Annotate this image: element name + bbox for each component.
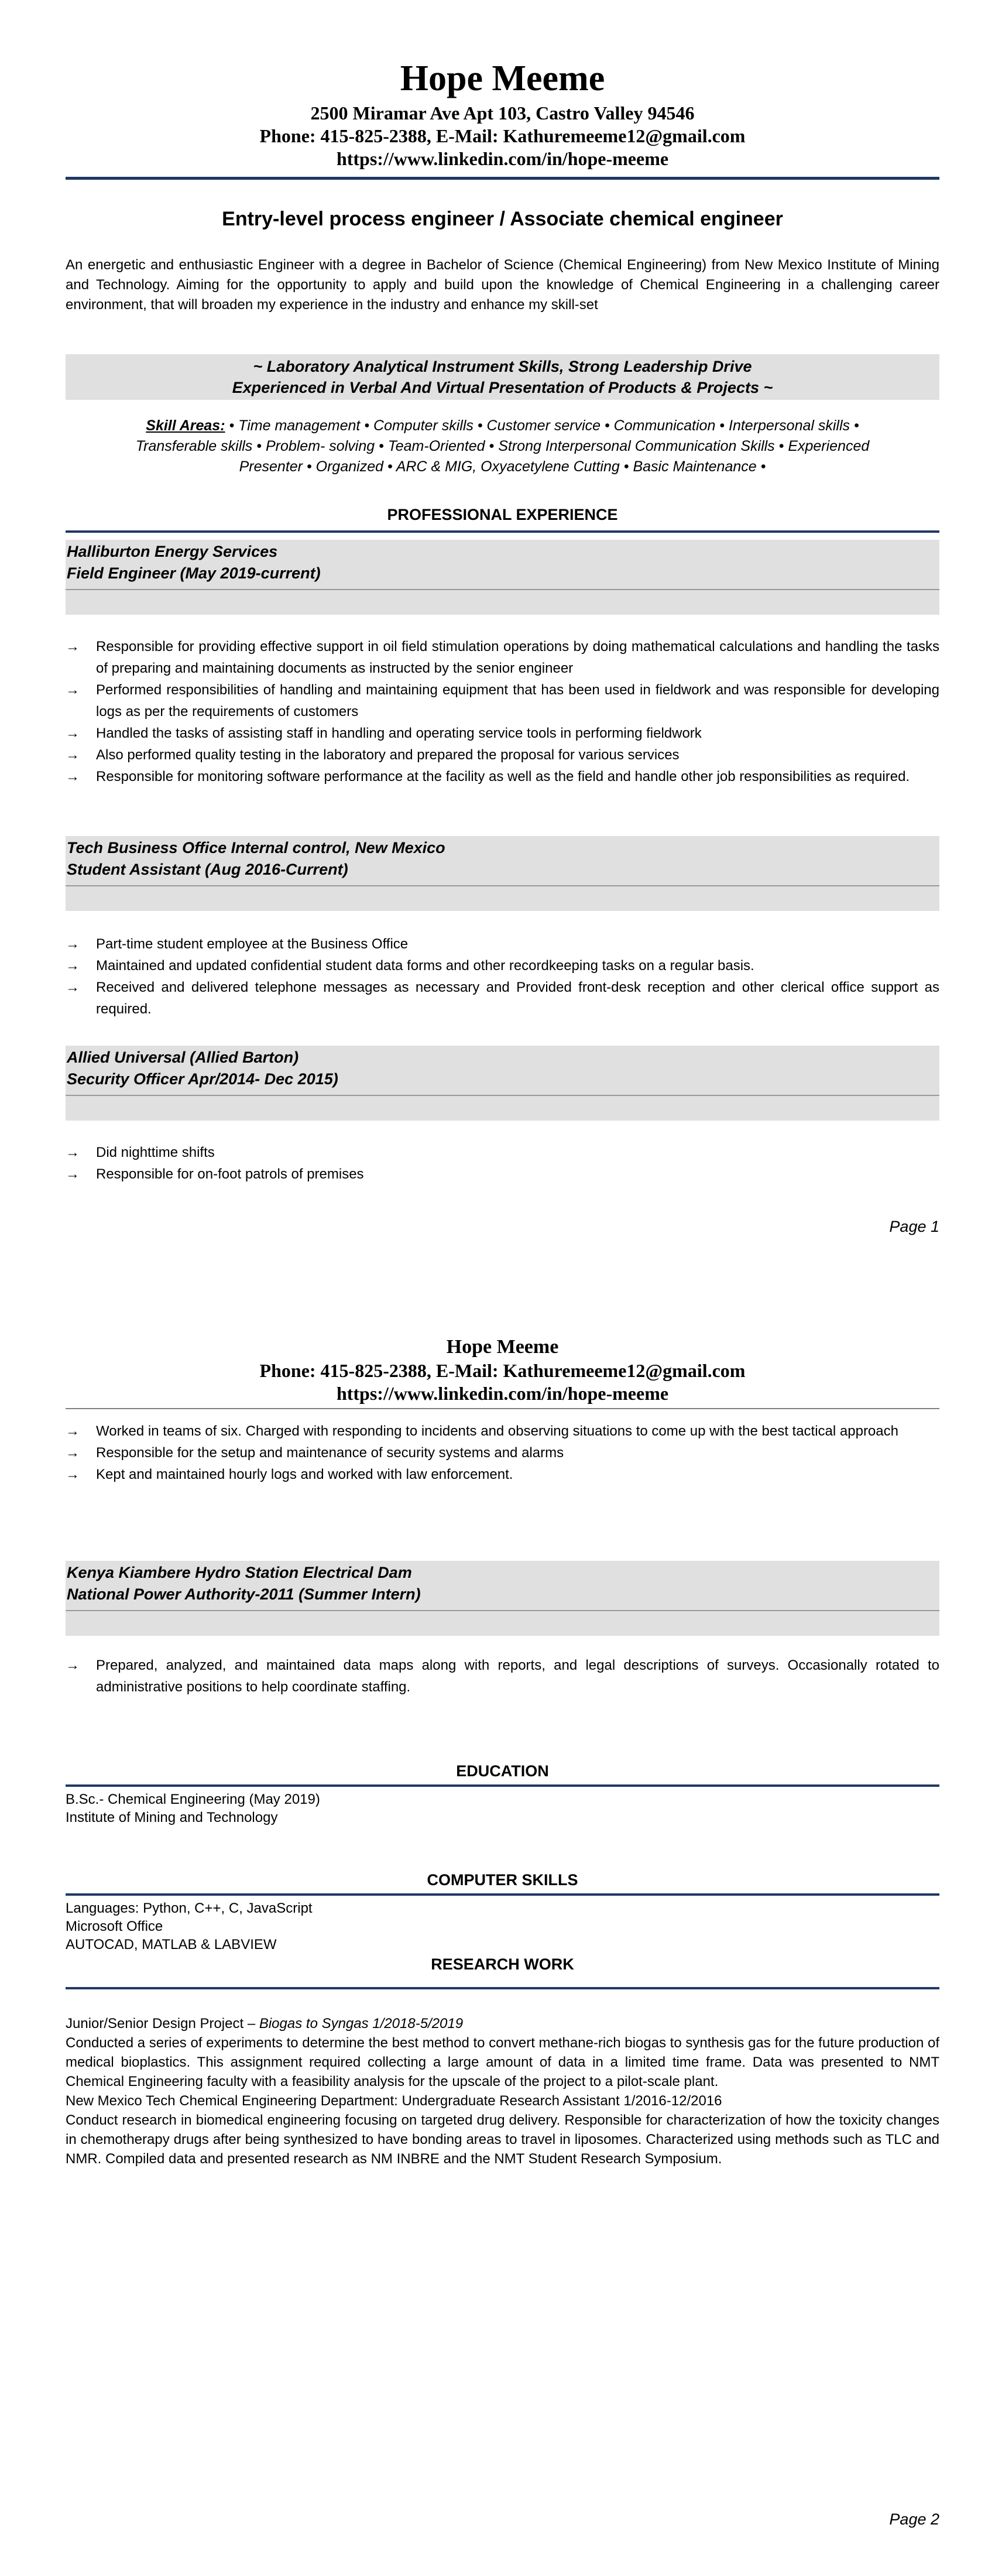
education-heading: EDUCATION (456, 1762, 549, 1780)
arrow-bullet-icon: → (66, 682, 80, 698)
list-item: → Responsible for on-foot patrols of premises (66, 1163, 939, 1185)
list-item: → Performed responsibilities of handling and maintaining equipment that has been used in fieldwork and was responsible for developing logs as per the requirements of customers (66, 679, 939, 722)
arrow-bullet-icon: → (66, 1166, 80, 1182)
header-divider (66, 1408, 939, 1409)
page-number: Page 2 (889, 2510, 939, 2528)
list-item: → Prepared, analyzed, and maintained data maps along with reports, and legal descriptions of surveys. Occasionally rotated to administrative positions to help coordinate staffing. (66, 1654, 939, 1698)
research-heading: RESEARCH WORK (431, 1955, 574, 1973)
contact-line: Phone: 415-825-2388, E-Mail: Kathuremeeme12@gmail.com (259, 125, 746, 146)
job-bullets-kenya-kiambere (66, 1654, 939, 1698)
header (66, 59, 939, 170)
research-divider (66, 1987, 939, 1989)
project1-label: Junior/Senior Design Project – (66, 2016, 259, 2032)
job-header-allied-universal (66, 1046, 939, 1121)
skills-line-3: Presenter • Organized • ARC & MIG, Oxyacetylene Cutting • Basic Maintenance • (239, 458, 766, 475)
list-item: → Responsible for monitoring software performance at the facility as well as the field and handle other job responsibilities as required. (66, 766, 939, 787)
arrow-bullet-icon: → (66, 747, 80, 763)
summary-paragraph: An energetic and enthusiastic Engineer with a degree in Bachelor of Science (Chemical Engineering) from New Mexico Institute of Mining and Technology. Aiming for the opportunity to apply and build upon the knowledge of Chemical Engineering in a challenging career environment, that will broaden my experience in the industry and enhance my skill-set (66, 257, 939, 313)
arrow-bullet-icon: → (66, 958, 80, 974)
job-company: Halliburton Energy Services (67, 543, 278, 560)
job-header-halliburton (66, 540, 939, 615)
objective-title: Entry-level process engineer / Associate chemical engineer (222, 208, 783, 230)
candidate-name: Hope Meeme (446, 1336, 559, 1358)
project2-description: Conduct research in biomedical engineering focusing on targeted drug delivery. Responsible for characterization of how the toxicity changes in chemotherapy drugs after being synthesized to have bonding areas to travel in liposomes. Characterized using methods such as TLC and NMR. Compiled data and presented research as NM INBRE and the NMT Student Research Symposium. (66, 2112, 939, 2167)
strengths-banner (66, 354, 939, 400)
job-header-kenya-kiambere (66, 1561, 939, 1636)
job-bullets-halliburton (66, 636, 939, 787)
arrow-bullet-icon: → (66, 936, 80, 952)
list-item: → Maintained and updated confidential student data forms and other recordkeeping tasks on a regular basis. (66, 955, 939, 977)
candidate-name: Hope Meeme (400, 59, 605, 98)
job-bullets-allied-universal (66, 1142, 939, 1185)
arrow-bullet-icon: → (66, 979, 80, 995)
experience-heading: PROFESSIONAL EXPERIENCE (387, 506, 618, 523)
languages-label: Languages: (66, 1900, 139, 1916)
project1-title: Biogas to Syngas 1/2018-5/2019 (259, 2016, 464, 2032)
degree: B.Sc.- Chemical Engineering (May 2019) (66, 1791, 320, 1807)
linkedin-url[interactable]: https://www.linkedin.com/in/hope-meeme (336, 148, 669, 169)
arrow-bullet-icon: → (66, 1657, 80, 1673)
skills-line-2: Transferable skills • Problem- solving • Team-Oriented • Strong Interpersonal Communication Skills • Experienced (135, 438, 870, 454)
job-header-rule (66, 1610, 939, 1611)
list-item: → Received and delivered telephone messages as necessary and Provided front-desk reception and other clerical office support as required. (66, 977, 939, 1020)
list-item: → Did nighttime shifts (66, 1142, 939, 1163)
computer-skills-divider (66, 1893, 939, 1896)
computer-skills-details (66, 1899, 939, 1954)
header (66, 1335, 939, 1405)
job-role: Field Engineer (May 2019-current) (67, 564, 321, 582)
cad-skills: AUTOCAD, MATLAB & LABVIEW (66, 1937, 277, 1952)
arrow-bullet-icon: → (66, 769, 80, 785)
linkedin-url[interactable]: https://www.linkedin.com/in/hope-meeme (336, 1383, 669, 1404)
arrow-bullet-icon: → (66, 1423, 80, 1439)
job-role: Security Officer Apr/2014- Dec 2015) (67, 1070, 338, 1088)
education-divider (66, 1784, 939, 1787)
header-divider (66, 177, 939, 180)
education-details (66, 1790, 939, 1827)
contact-line: Phone: 415-825-2388, E-Mail: Kathuremeeme12@gmail.com (259, 1360, 746, 1381)
project2-label: New Mexico Tech Chemical Engineering Department: Undergraduate Research Assistant 1/2016-12/2016 (66, 2093, 722, 2109)
list-item: → Part-time student employee at the Business Office (66, 933, 939, 955)
skill-areas (66, 416, 939, 477)
list-item: → Handled the tasks of assisting staff in handling and operating service tools in performing fieldwork (66, 722, 939, 744)
job-company: Allied Universal (Allied Barton) (67, 1049, 299, 1066)
arrow-bullet-icon: → (66, 1467, 80, 1482)
skill-areas-label: Skill Areas: (146, 417, 225, 434)
banner-line-2: Experienced in Verbal And Virtual Presentation of Products & Projects ~ (232, 379, 773, 396)
skills-line-1: • Time management • Computer skills • Customer service • Communication • Interpersonal skills • (225, 417, 859, 434)
job-header-rule (66, 885, 939, 886)
resume-page-2 (0, 1288, 995, 2576)
experience-divider (66, 530, 939, 533)
research-details (66, 2014, 939, 2169)
list-item: → Responsible for providing effective support in oil field stimulation operations by doing mathematical calculations and handling the tasks of preparing and maintaining documents as instructed by the senior engineer (66, 636, 939, 679)
computer-skills-heading: COMPUTER SKILLS (427, 1871, 578, 1889)
office-skills: Microsoft Office (66, 1919, 163, 1934)
banner-line-1: ~ Laboratory Analytical Instrument Skills, Strong Leadership Drive (253, 358, 752, 375)
page-number: Page 1 (889, 1218, 939, 1235)
continued-bullets-allied-universal (66, 1420, 939, 1485)
job-role: Student Assistant (Aug 2016-Current) (67, 861, 348, 878)
job-header-rule (66, 1095, 939, 1096)
list-item: → Kept and maintained hourly logs and worked with law enforcement. (66, 1464, 939, 1485)
job-header-tech-business-office (66, 836, 939, 911)
languages-value: Python, C++, C, JavaScript (139, 1900, 313, 1916)
address: 2500 Miramar Ave Apt 103, Castro Valley 94546 (310, 102, 695, 124)
arrow-bullet-icon: → (66, 725, 80, 741)
job-bullets-tech-business-office (66, 933, 939, 1020)
arrow-bullet-icon: → (66, 1445, 80, 1461)
list-item: → Worked in teams of six. Charged with responding to incidents and observing situations to come up with the best tactical approach (66, 1420, 939, 1442)
job-header-rule (66, 589, 939, 590)
arrow-bullet-icon: → (66, 1145, 80, 1160)
project1-description: Conducted a series of experiments to determine the best method to convert methane-rich biogas to synthesis gas for the future production of medical bioplastics. This assignment required collecting a large amount of data in a limited time frame. Data was presented to NMT Chemical Engineering faculty with a feasibility analysis for the upscale of the project to a pilot-scale plant. (66, 2035, 939, 2089)
school: Institute of Mining and Technology (66, 1810, 278, 1825)
job-company: Tech Business Office Internal control, New Mexico (67, 839, 445, 857)
job-role: National Power Authority-2011 (Summer Intern) (67, 1585, 421, 1603)
list-item: → Responsible for the setup and maintenance of security systems and alarms (66, 1442, 939, 1464)
job-company: Kenya Kiambere Hydro Station Electrical Dam (67, 1564, 412, 1581)
arrow-bullet-icon: → (66, 639, 80, 655)
list-item: → Also performed quality testing in the laboratory and prepared the proposal for various services (66, 744, 939, 766)
